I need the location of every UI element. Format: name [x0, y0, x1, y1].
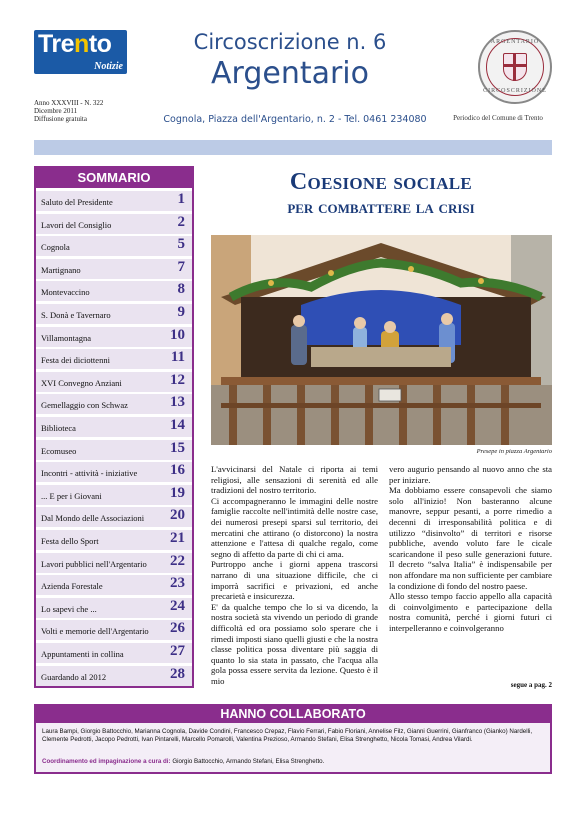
toc-entry[interactable] [36, 597, 192, 618]
coordination-names: Giorgio Battocchio, Armando Stefani, Elisa Strenghetto. [172, 758, 325, 765]
toc-entry[interactable] [36, 393, 192, 414]
toc-entry-label: Lo sapevi che ... [41, 603, 97, 614]
toc-entry-label: Guardando al 2012 [41, 671, 107, 682]
toc-entry[interactable] [36, 619, 192, 640]
article-column-1 [211, 464, 378, 686]
toc-entry-page: 12 [170, 371, 185, 388]
toc-entry[interactable] [36, 665, 192, 686]
toc-entry-page: 7 [177, 258, 185, 275]
toc-entry-label: Appuntamenti in collina [41, 649, 124, 659]
continued-link[interactable]: segue a pag. 2 [510, 681, 552, 689]
article-column-2 [389, 464, 552, 634]
toc-entry-label: Biblioteca [41, 423, 76, 433]
address-line: Cognola, Piazza dell'Argentario, n. 2 - Tel. 0461 234080 [163, 114, 427, 125]
paragraph: vero augurio pensando al nuovo anno che sta per iniziare. [389, 464, 552, 485]
toc-entry-label: Montevaccino [41, 287, 90, 298]
toc-entry[interactable] [36, 484, 192, 505]
toc-entry[interactable] [36, 574, 192, 595]
toc-entry[interactable] [36, 416, 192, 437]
contributors-list: Laura Bampi, Giorgio Battocchio, Marianna Cognola, Davide Condini, Francesco Crepaz, Flavio Ferrari, Fabio Floriani, Annelise Filz, Gianni Guerrini, Gianfranco (Gianko) Nardelli, Clemente Pedrotti, Jacopo Pedrotti, Ivan Pintarelli, Marcello Pomarolli, Valentina Prezioso, Armando Stefani, Elisa Strenghetto, Nicola Tomasi, Andrea Vilardi. [42, 728, 533, 744]
toc-entry[interactable] [36, 529, 192, 550]
toc-entry[interactable] [36, 280, 192, 301]
toc-entry[interactable] [36, 326, 192, 347]
toc-entry-label: Lavori pubblici nell'Argentario [41, 558, 147, 569]
toc-entry-page: 26 [170, 620, 185, 637]
photo-caption: Presepe in piazza Argentario [476, 448, 552, 455]
toc-entry-page: 14 [170, 417, 185, 433]
toc-entry-page: 19 [170, 484, 185, 501]
toc-entry-page: 15 [170, 439, 185, 456]
coordination-label: Coordinamento ed impaginazione a cura di: [42, 758, 171, 765]
header-divider-bar [34, 140, 552, 155]
paragraph: Ma dobbiamo essere consapevoli che siamo solo all'inizio! Non basteranno alcune manovre, seppur pesanti, a porre rimedio a decenni di irresponsabilità politica e di utilizzo “disinvolto” di territori e risorse pubbliche, avendo voluto fare le cicale scaricandone il peso sulle generazioni future. Il decreto “salva Italia” è indispensabile per non affondare ma non sufficiente per cambiare la condizione di fondo del nostro paese. [389, 485, 552, 591]
sommario-box [34, 166, 194, 688]
toc-entry-label: XVI Convegno Anziani [41, 377, 122, 388]
headline-line-1: Coesione sociale [289, 169, 473, 195]
logo-wordmark: Trento [38, 30, 112, 58]
toc-entry[interactable] [36, 642, 192, 663]
toc-entry[interactable] [36, 348, 192, 369]
toc-entry-page: 20 [170, 507, 185, 524]
toc-entry-page: 16 [170, 462, 185, 479]
toc-entry-page: 9 [177, 304, 185, 320]
toc-entry-label: Ecomuseo [41, 445, 77, 456]
article-headline [210, 170, 552, 220]
toc-entry-page: 8 [177, 281, 185, 298]
toc-entry-page: 10 [170, 326, 185, 343]
toc-entry[interactable] [36, 258, 192, 279]
toc-entry[interactable] [36, 190, 192, 211]
toc-entry[interactable] [36, 235, 192, 256]
toc-entry-page: 11 [170, 349, 185, 366]
toc-entry-page: 24 [170, 597, 185, 614]
circoscrizione-label: Circoscrizione n. 6 [193, 30, 387, 54]
toc-entry-page: 2 [177, 213, 185, 230]
argentario-seal-icon: ARGENTARIO CIRCOSCRIZIONE [478, 30, 552, 104]
toc-entry-label: Volti e memorie dell'Argentario [41, 626, 149, 637]
coordination-line [42, 758, 546, 765]
sommario-title: SOMMARIO [36, 168, 192, 188]
toc-entry[interactable] [36, 461, 192, 482]
toc-entry-label: S. Donà e Tavernaro [41, 310, 111, 320]
toc-entry[interactable] [36, 552, 192, 573]
paragraph: L'avvicinarsi del Natale ci riporta ai temi religiosi, alle sensazioni di serenità ed alle tradizioni del nostro territorio. [211, 464, 378, 496]
toc-entry-label: Incontri - attività - iniziative [41, 468, 138, 479]
credits-title: HANNO COLLABORATO [36, 706, 550, 723]
paragraph: E' da qualche tempo che lo si va dicendo, la nostra società sta vivendo un periodo di grande difficoltà ed ora possiamo solo sperare che i rimedi imposti siano quelli giusti e che la nostra classe politica possa diventare più saggia di quanto lo sia stata in passato, che l'acqua alla gola possa essere servita da lezione. Questo è il mio [211, 601, 378, 686]
credits-box [34, 704, 552, 774]
toc-entry-label: Villamontagna [41, 332, 92, 343]
toc-entry-page: 5 [177, 236, 185, 253]
nativity-scene-image [211, 235, 552, 445]
toc-entry-page: 23 [170, 575, 185, 592]
toc-entry-label: Martignano [41, 264, 81, 275]
toc-entry-label: Saluto del Presidente [41, 197, 113, 207]
toc-entry-label: Lavori del Consiglio [41, 219, 112, 230]
nativity-photo [211, 235, 552, 445]
toc-entry-label: Azienda Forestale [41, 581, 103, 592]
toc-entry[interactable] [36, 506, 192, 527]
toc-entry-page: 21 [170, 530, 185, 546]
toc-entry-label: ... E per i Giovani [41, 490, 102, 501]
toc-entry-label: Festa dello Sport [41, 536, 99, 546]
logo-subtitle: Notizie [94, 61, 123, 72]
headline-line-2: per combattere la crisi [287, 197, 475, 218]
toc-entry-label: Cognola [41, 242, 70, 253]
toc-entry[interactable] [36, 303, 192, 324]
toc-entry-page: 27 [170, 643, 185, 659]
toc-entry-page: 28 [170, 665, 185, 682]
periodico-label: Periodico del Comune di Trento [453, 114, 543, 122]
toc-entry-label: Gemellaggio con Schwaz [41, 400, 128, 411]
toc-entry-page: 1 [177, 191, 185, 207]
toc-entry[interactable] [36, 371, 192, 392]
toc-entry[interactable] [36, 213, 192, 234]
paragraph: Ci accompagneranno le immagini delle nostre famiglie raccolte nell'intimità delle nostre case, dei numerosi presepi sparsi sul territorio, dei mercatini che attirano (o distorcono) la nostra attenzione e l'attesa di qualche regalo, come segno di affetto da parte di chi ci ama. [211, 495, 378, 559]
toc-entry-label: Dal Mondo delle Associazioni [41, 513, 145, 524]
trento-notizie-logo [34, 30, 127, 74]
paragraph: Allo stesso tempo faccio appello alla capacità di coinvolgimento e partecipazione della nostra comunità, perché i giorni futuri ci interpelleranno e coinvolgeranno [389, 591, 552, 633]
masthead-title: Argentario [210, 56, 369, 91]
toc-entry[interactable] [36, 439, 192, 460]
edition-info: Anno XXXVIII - N. 322 Dicembre 2011 Diffusione gratuita [34, 99, 104, 123]
toc-entry-page: 13 [170, 394, 185, 411]
paragraph: Purtroppo anche i giorni appena trascorsi narrano di una situazione difficile, che ci imporrà sacrifici e privazioni, ed anche precarietà e insicurezza. [211, 559, 378, 602]
toc-entry-label: Festa dei diciottenni [41, 355, 110, 366]
toc-entry-page: 22 [170, 552, 185, 569]
